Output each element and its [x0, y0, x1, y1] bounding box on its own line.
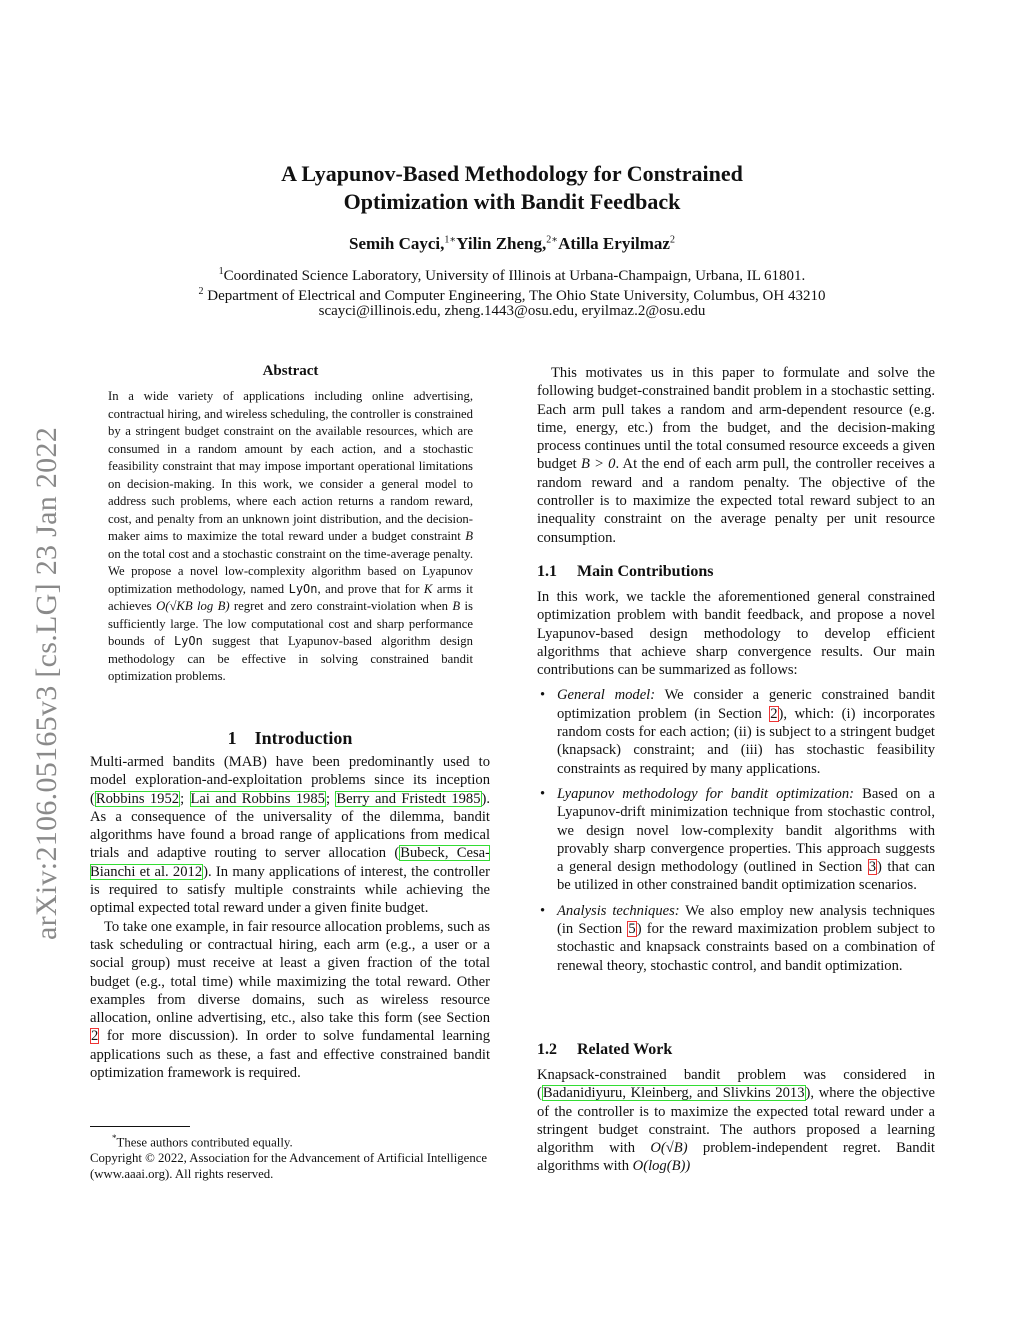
bullet-marker: •	[540, 902, 546, 919]
paragraph-text: To take one example, in fair resource allocation problems, such as task scheduling or contractual hiring, each arm (e.g., a user or a social group) must receive at least a given fraction of the total budget (e.g., total time) while maximizing the total reward. Other examples from diverse domains, such as wireless resource allocation, online advertising, etc., also take this form (see Section	[90, 918, 490, 1027]
list-item	[537, 686, 935, 777]
author-1-mark: 1∗	[444, 234, 457, 246]
title-line-2: Optimization with Bandit Feedback	[343, 189, 681, 214]
paragraph-text: ;	[180, 790, 190, 807]
bullet-text: ), which: (i) incorporates random costs for each action; (ii) is subject to a stringent budget (knapsack) constraint; and (iii) has stochastic feasibility constraints as required by many applications.	[557, 705, 936, 777]
paragraph-text: ). In many applications of interest, the controller is required to satisfy multiple constraints while achieving the optimal expected total reward under a given finite budget.	[90, 863, 490, 917]
paragraph-text: for more discussion). In order to solve fundamental learning applications such as these, a fast and effective constrained bandit optimization framework is required.	[90, 1028, 490, 1082]
affiliation-1-text: Coordinated Science Laboratory, University of Illinois at Urbana-Champaign, Urbana, IL 61801.	[223, 268, 806, 284]
author-2-mark: 2∗	[546, 234, 559, 246]
paragraph-text: problem-independent regret. Bandit algorithms with	[537, 1140, 935, 1175]
subsection-title: Main Contributions	[577, 563, 714, 580]
copyright-notice: Copyright © 2022, Association for the Advancement of Artificial Intelligence (www.aaai.org). All rights reserved.	[90, 1151, 488, 1182]
subsection-related-work-heading	[537, 1041, 935, 1059]
footnote-divider	[90, 1126, 190, 1127]
paragraph-text: Multi-armed bandits (MAB) have been predominantly used to model exploration-and-exploitation problems since its inception (	[90, 754, 490, 807]
paper-title	[0, 160, 1024, 216]
paragraph-text: ). As a consequence of the universality of the dilemma, bandit algorithms have found a broad range of applications from medical trials and adaptive routing to server allocation (	[90, 790, 491, 862]
abstract-text: on the total cost and a stochastic constraint on the time-average penalty. We propose a novel low-complexity algorithm based on Lyapunov optimization methodology, named	[108, 546, 473, 596]
bullet-lead: Lyapunov methodology for bandit optimization:	[557, 785, 855, 802]
author-1: Semih Cayci,	[349, 234, 445, 253]
paragraph-text: Knapsack-constrained bandit problem was considered in (	[537, 1067, 935, 1102]
citation-berry-fristedt-1985[interactable]: Berry and Fristedt 1985	[336, 790, 481, 807]
list-item	[537, 902, 935, 975]
subsection-main-contributions-heading	[537, 563, 935, 581]
math-budget: B	[452, 599, 461, 613]
affiliation-2-mark: 2	[198, 286, 204, 297]
abstract-body	[108, 388, 473, 686]
paragraph-text: ), where the objective of the controller is to maximize the expected total reward under a stringent budget constraint. The authors proposed a learning algorithm with	[537, 1085, 936, 1157]
bullet-text: Based on a Lyapunov-drift minimization technique from stochastic control, we design novel low-complexity bandit algorithms with provably sharp convergence properties. This approach suggests a general design methodology (outlined in Section	[557, 785, 936, 876]
section-ref-3[interactable]: 3	[868, 859, 877, 876]
paragraph-text: . At the end of each arm pull, the controller receives a random reward and a random penalty. The objective of the controller is to maximize the expected total reward subject to an inequality constraint on the average penalty per unit resource consumption.	[537, 456, 936, 546]
author-emails: scayci@illinois.edu, zheng.1443@osu.edu, eryilmaz.2@osu.edu	[318, 303, 706, 319]
bullet-text: We also employ new analysis techniques (in Section	[557, 902, 935, 938]
section-introduction-heading	[90, 728, 490, 749]
section-ref-5[interactable]: 5	[628, 921, 636, 938]
title-line-1: A Lyapunov-Based Methodology for Constrained	[281, 161, 743, 186]
contributions-list	[537, 686, 935, 974]
abstract-heading: Abstract	[262, 363, 319, 379]
subsection-number: 1.1	[537, 563, 557, 580]
list-item	[537, 785, 935, 895]
arxiv-identifier: arXiv:2106.05165v3 [cs.LG] 23 Jan 2022	[30, 427, 63, 940]
paragraph-text: ;	[325, 790, 336, 807]
footnote-text: These authors contributed equally.	[116, 1135, 293, 1150]
citation-bubeck-2012[interactable]: Bubeck, Cesa-Bianchi et al. 2012	[90, 845, 490, 880]
abstract-text: In a wide variety of applications including online advertising, contractual hiring, and wireless scheduling, the controller is constrained by a stringent budget constraint on the available resources, which are consumed in a random amount by each action, and a stochastic feasibility constraint that may impose important operational limitations on decision-making. In this work, we consider a general model to address such problems, where each action returns a random reward, cost, and penalty from an unknown joint distribution, and the decision-maker aims to maximize the total reward under a budget constraint	[108, 389, 474, 543]
affiliation-2-text: Department of Electrical and Computer Engineering, The Ohio State University, Columbus, OH 43210	[203, 288, 826, 304]
affiliation-1-mark: 1	[218, 266, 224, 277]
math-sqrt-b: O(√B)	[650, 1140, 688, 1157]
citation-robbins-1952[interactable]: Robbins 1952	[95, 790, 180, 807]
introduction-body	[90, 753, 490, 1082]
bullet-text: We consider a generic constrained bandit optimization problem (in Section	[557, 687, 935, 722]
subsection-number: 1.2	[537, 1041, 557, 1058]
subsection-title: Related Work	[577, 1041, 673, 1058]
bullet-marker: •	[540, 687, 546, 704]
section-number: 1	[227, 728, 237, 748]
author-list	[0, 234, 1024, 254]
citation-badanidiyuru-2013[interactable]: Badanidiyuru, Kleinberg, and Slivkins 2013	[542, 1085, 805, 1102]
math-budget: B	[465, 529, 473, 543]
citation-lai-robbins-1985[interactable]: Lai and Robbins 1985	[190, 790, 325, 807]
contributions-body	[537, 588, 935, 982]
math-arms: K	[423, 581, 433, 596]
author-3-mark: 2	[669, 234, 675, 246]
intro-paragraph-2	[90, 918, 490, 1083]
paragraph-text: This motivates us in this paper to formulate and solve the following budget-constrained bandit problem in a stochastic setting. Each arm pull takes a random and arm-dependent resource (e.g. time, energy, etc.) from the budget, and the decision-making process continues until the total consumed resource exceeds a given budget	[537, 365, 935, 473]
right-paragraph-1	[537, 364, 935, 547]
section-ref-2[interactable]: 2	[91, 1028, 99, 1045]
math-budget-positive: B > 0	[580, 456, 616, 473]
bullet-text: ) that can be utilized in other constrained bandit optimization scenarios.	[557, 859, 936, 894]
abstract-text: , and prove that for	[317, 581, 424, 596]
footnote-equal-contribution	[90, 1130, 490, 1150]
bullet-text: ) for the reward maximization problem subject to stochastic and knapsack constraints based on a combination of renewal theory, stochastic control, and bandit optimization.	[557, 921, 935, 974]
section-title: Introduction	[254, 728, 353, 748]
bullet-marker: •	[540, 785, 546, 802]
abstract-text: suggest that Lyapunov-based algorithm design methodology can be effective in solving constrained bandit optimization problems.	[108, 634, 473, 683]
bullet-lead: Analysis techniques:	[557, 902, 680, 919]
abstract-text: is sufficiently large. The low computational cost and sharp performance bounds of	[108, 599, 473, 648]
math-regret-bound: O(√KB log B)	[156, 599, 230, 613]
intro-paragraph-1	[90, 753, 490, 918]
contributions-intro: In this work, we tackle the aforementioned general constrained optimization problem with bandit feedback, and propose a novel Lyapunov-based design methodology to develop efficient algorithms that achieve sharp convergence results. Our main contributions can be summarized as follows:	[537, 589, 935, 679]
author-3: Atilla Eryilmaz	[558, 234, 670, 253]
algorithm-name: LyOn	[173, 634, 203, 648]
footnote-mark: *	[112, 1133, 117, 1143]
related-work-body	[537, 1066, 935, 1176]
abstract-text: arms it achieves	[108, 581, 473, 613]
abstract-text: regret and zero constraint-violation when	[229, 599, 453, 613]
section-ref-2[interactable]: 2	[770, 705, 778, 722]
footnote	[90, 1130, 490, 1182]
author-2: Yilin Zheng,	[456, 234, 547, 253]
algorithm-name: LyOn	[288, 581, 318, 596]
math-log-b: O(log(B))	[632, 1158, 691, 1175]
bullet-lead: General model:	[557, 687, 656, 704]
